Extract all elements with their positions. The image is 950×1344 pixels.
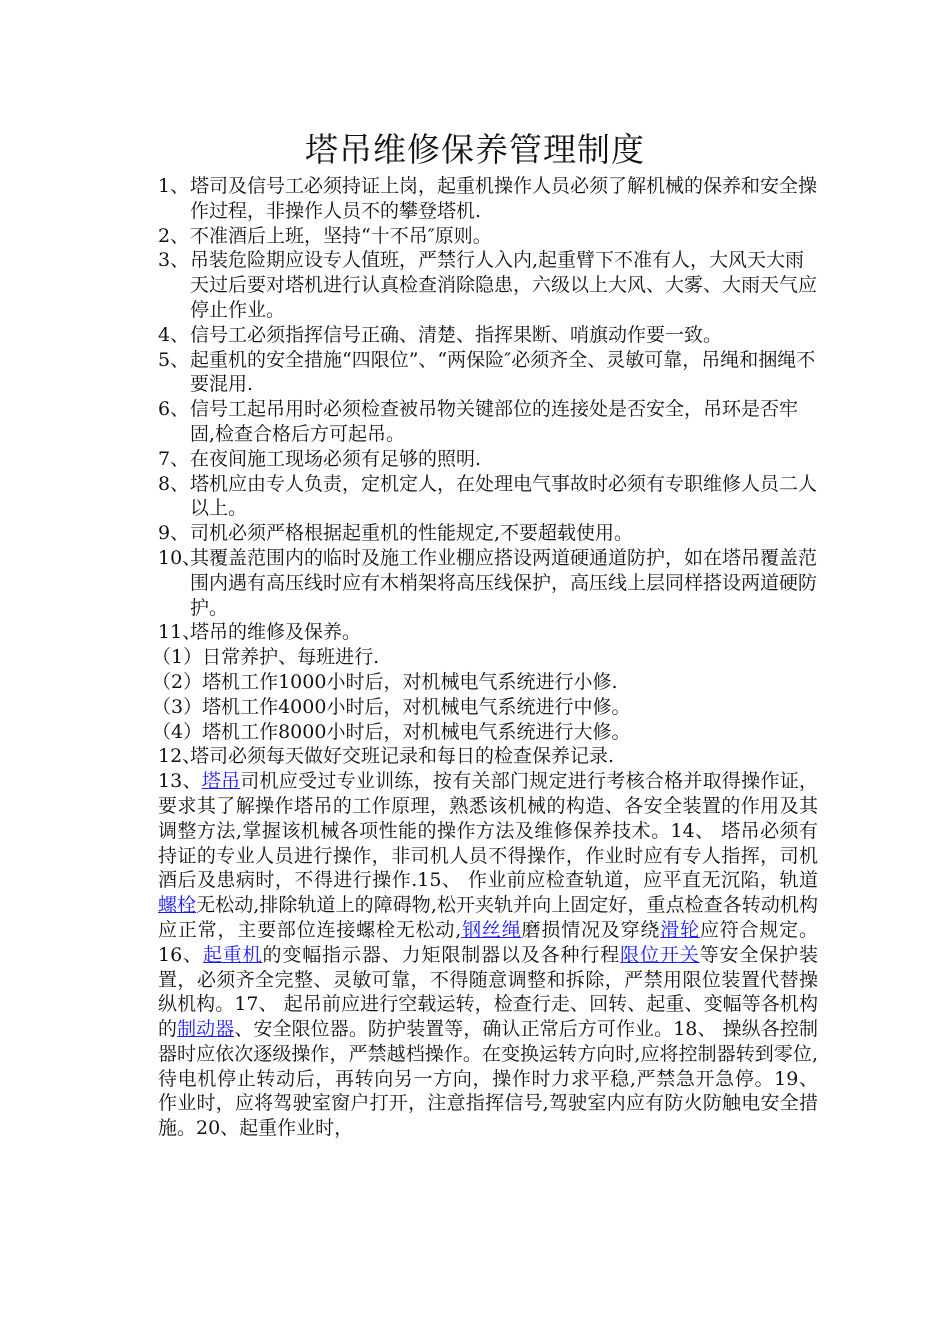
item-text: 起重机的安全措施“四限位”、“两保险″必须齐全、灵敏可靠，吊绳和捆绳不要混用. [190,348,816,396]
regulation-body [152,174,818,1141]
item-number: 8、 [158,472,190,495]
sub-item: （2）塔机工作1000小时后，对机械电气系统进行小修. [152,670,618,693]
item-text: 信号工必须指挥信号正确、清楚、指挥果断、哨旗动作要一致。 [190,323,723,346]
page-title: 塔吊维修保养管理制度 [305,130,645,169]
item-text: 吊装危险期应设专人值班，严禁行人入内,起重臂下不准有人，大风天大雨天过后要对塔机进行认真检查消除隐患，六级以上大风、大雾、大雨天气应停止作业。 [190,249,818,321]
item-text: 司机必须严格根据起重机的性能规定,不要超载使用。 [190,522,634,545]
list-item [158,521,818,546]
list-item [158,348,818,398]
item-text: 其覆盖范围内的临时及施工作业棚应搭设两道硬通道防护，如在塔吊覆盖范围内遇有高压线时应有木梢架将高压线保护，高压线上层同样搭设两道硬防护。 [190,546,818,619]
item-number: 6、 [158,398,190,421]
item-text: 信号工起吊用时必须检查被吊物关键部位的连接处是否安全，吊环是否牢固,检查合格后方可起吊。 [190,398,799,445]
para-text: 的变幅指示器、力矩限制器以及各种行程 [262,943,621,966]
item-text: 塔司及信号工必须持证上岗，起重机操作人员必须了解机械的保养和安全操作过程，非操作人员不的攀登塔机. [190,175,818,222]
link-tower-crane[interactable]: 塔吊 [201,770,241,793]
item-text: 在夜间施工现场必须有足够的照明. [190,447,482,470]
item-text: 塔司必须每天做好交班记录和每日的检查保养记录. [190,745,615,768]
link-limit-switch[interactable]: 限位开关 [620,943,700,966]
list-item [158,472,818,522]
para-text: 等安全保护装置，必须齐全完整、灵敏可靠，不得随意调整和拆除，严禁用限位装置代替操纵机构。17、 起吊前应进行空载运转，检查行走、回转、起重、变幅等各机构的 [158,943,818,1041]
item-text: 塔机应由专人负责，定机定人，在处理电气事故时必须有专职维修人员二人以上。 [190,472,818,520]
sub-item: （4）塔机工作8000小时后，对机械电气系统进行大修。 [152,720,631,743]
para-text: 磨损情况及穿绕 [521,918,661,941]
para-text: 13、 [158,770,202,793]
link-wire-rope[interactable]: 钢丝绳 [461,918,522,941]
para-text: 、安全限位器。防护装置等，确认正常后方可作业。18、 操纵各控制器时应依次逐级操作，严禁越档操作。在变换运转方向时,应将控制器转到零位,待电机停止转动后，再转向另一方向，操作时力求平稳,严禁急开急停。19、 作业时，应将驾驶室窗户打开，注意指挥信号,驾驶室内应有防火防触电安全措施。20、起重作业时， [158,1018,818,1140]
link-crane[interactable]: 起重机 [202,943,263,966]
list-item [158,447,818,472]
list-item [158,224,818,249]
item-number: 9、 [158,522,190,545]
item-text: 不准酒后上班，坚持“十不吊″原则。 [190,224,492,247]
sub-item: （1）日常养护、每班进行. [152,646,380,669]
sub-item: （3）塔机工作4000小时后，对机械电气系统进行中修。 [152,695,631,718]
list-item [158,744,818,769]
link-bolt[interactable]: 螺栓 [158,894,197,917]
list-item [158,546,818,620]
item-number: 5、 [158,348,190,371]
para-text: 无松动,排除轨道上的障碍物,松开夹轨并向上固定好，重点检查各转动机构应正常，主要部位连接螺栓无松动, [158,894,818,941]
list-item [158,323,818,348]
item-number: 3、 [158,249,190,272]
item-text: 塔吊的维修及保养。 [190,621,362,644]
item-number: 4、 [158,323,190,346]
item-number: 7、 [158,447,190,470]
item-number: 10、 [158,546,202,569]
para-text: 司机应受过专业训练，按有关部门规定进行考核合格并取得操作证，要求其了解操作塔吊的工作原理，熟悉该机械的构造、各安全装置的作用及其调整方法,掌握该机械各项性能的操作方法及维修保养技术。14、 塔吊必须有持证的专业人员进行操作，非司机人员不得操作，作业时应有专人指挥，司机酒后及患病时，不得进行操作.15、 作业前应检查轨道，应平直无沉陷，轨道 [158,770,818,892]
list-item [158,174,818,224]
item-number: 11、 [158,621,202,644]
list-item [158,248,818,322]
item-number: 1、 [158,175,190,197]
link-pulley[interactable]: 滑轮 [660,918,700,941]
item-number: 2、 [158,224,190,247]
para-text: 应符合规定。 16、 [158,918,818,966]
item-number: 12、 [158,745,202,768]
continuous-paragraph [158,769,818,1141]
link-brake[interactable]: 制动器 [177,1018,235,1041]
list-item [158,620,818,645]
list-item [158,397,818,447]
